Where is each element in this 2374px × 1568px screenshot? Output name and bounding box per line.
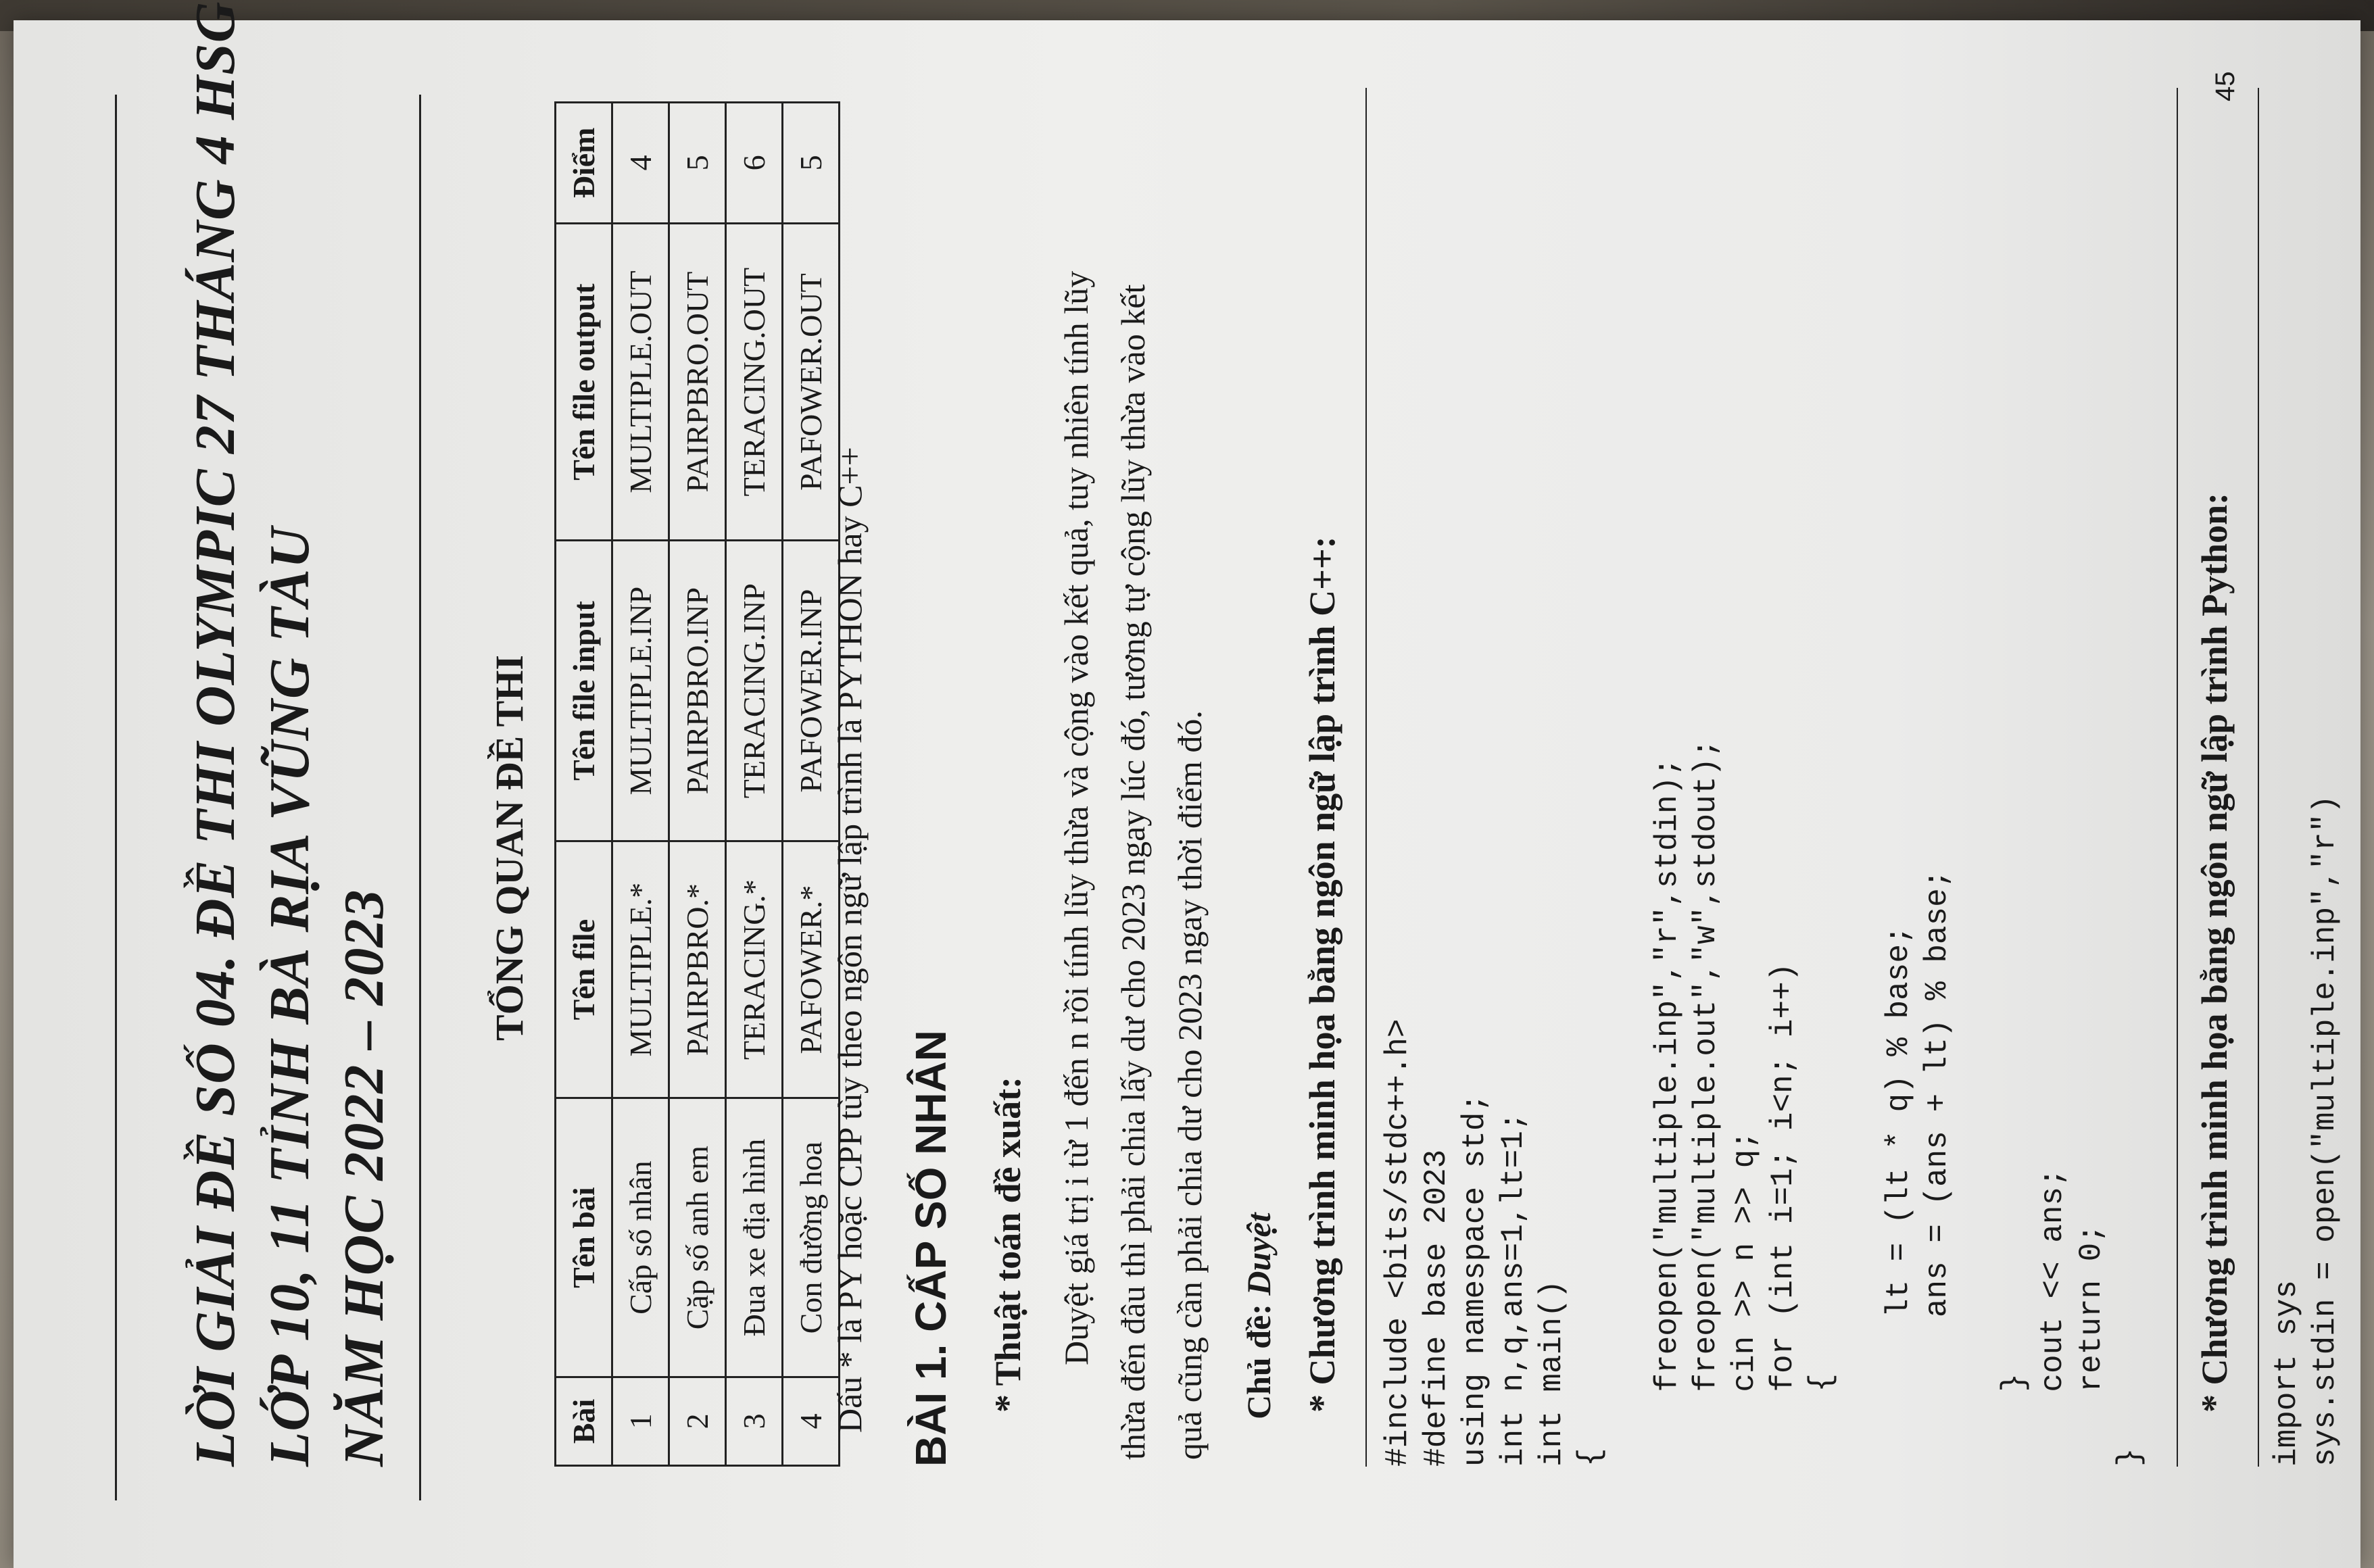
cell: 4: [612, 103, 669, 224]
cpp-code-block: #include <bits/stdc++.h> #define base 2023 using namespace std; int n,q,ans=1,lt=1; int main() { freopen("multiple.inp","r",stdin); freopen("multiple.out","w",stdout); cin >> n >> q; for (int i=1; i<n; i++) { lt = (lt * q) % base; ans = (ans + lt) % base; } cout << ans; return 0; }: [1380, 739, 2148, 1467]
topic-line: [1230, 1212, 1287, 1419]
cell: PAIRPBRO.*: [669, 841, 726, 1098]
cell: MULTIPLE.INP: [612, 541, 669, 841]
cell: 3: [726, 1377, 783, 1465]
title-line-3: NĂM HỌC 2022 – 2023: [333, 889, 395, 1467]
col-file-output: Tên file output: [556, 223, 612, 541]
cell: PAFOWER.INP: [783, 541, 840, 841]
overview-note: Dấu * là PY hoặc CPP tùy theo ngôn ngữ lập trình là PYTHON hay C++: [831, 447, 869, 1433]
cell: MULTIPLE.OUT: [612, 223, 669, 541]
table-header-row: [556, 103, 612, 1466]
title-line-1: LỜI GIẢI ĐỀ SỐ 04. ĐỀ THI OLYMPIC 27 THÁNG 4 HSG: [184, 1, 247, 1467]
cell: PAFOWER.*: [783, 841, 840, 1098]
python-code-block: import sys sys.stdin = open("multiple.inp","r"): [2269, 795, 2343, 1467]
description-line-2: thừa đến đâu thì phải chia lấy dư cho 2023 ngay lúc đó, tương tự cộng lũy thừa vào kết: [1114, 284, 1152, 1460]
overview-table: [554, 101, 840, 1467]
page-number: 45: [2210, 71, 2240, 101]
rotated-page-content: [14, 1, 2360, 1568]
cell: Đua xe địa hình: [726, 1098, 783, 1377]
page-body: [14, 1, 2360, 1568]
cell: Cặp số anh em: [669, 1098, 726, 1377]
table-row: [669, 103, 726, 1466]
cell: PAIRPBRO.OUT: [669, 223, 726, 541]
cell: TERACING.OUT: [726, 223, 783, 541]
cpp-heading: * Chương trình minh họa bằng ngôn ngữ lập trình C++:: [1302, 536, 1342, 1413]
description-line-1: Duyệt giá trị i từ 1 đến n rồi tính lũy thừa và cộng vào kết quả, tuy nhiên tính lũy: [1057, 270, 1095, 1365]
problem-title: BÀI 1. CẤP SỐ NHÂN: [906, 1029, 955, 1467]
python-heading: * Chương trình minh họa bằng ngôn ngữ lập trình Python:: [2194, 492, 2235, 1413]
cell: TERACING.*: [726, 841, 783, 1098]
title-line-2: LỚP 10, 11 TỈNH BÀ RỊA VŨNG TÀU: [258, 526, 321, 1467]
cell: 6: [726, 103, 783, 224]
col-ten-bai: Tên bài: [556, 1098, 612, 1377]
cell: 5: [783, 103, 840, 224]
topic-value: Duyệt: [1240, 1212, 1278, 1296]
cell: 4: [783, 1377, 840, 1465]
cell: Cấp số nhân: [612, 1098, 669, 1377]
col-file-input: Tên file input: [556, 541, 612, 841]
cell: MULTIPLE.*: [612, 841, 669, 1098]
cell: TERACING.INP: [726, 541, 783, 841]
approach-heading: * Thuật toán đề xuất:: [988, 1076, 1028, 1413]
table-row: [612, 103, 669, 1466]
cell: 2: [669, 1377, 726, 1465]
cell: PAFOWER.OUT: [783, 223, 840, 541]
topic-label: Chủ đề:: [1240, 1304, 1278, 1419]
cell: 5: [669, 103, 726, 224]
code-top-rule: [1365, 88, 1367, 1467]
top-rule: [115, 95, 117, 1500]
document-page: [14, 1, 2360, 1568]
cell: Con đường hoa: [783, 1098, 840, 1377]
table-row: [726, 103, 783, 1466]
python-code-rule: [2258, 88, 2259, 1467]
col-diem: Điểm: [556, 103, 612, 224]
overview-heading: TỔNG QUAN ĐỀ THI: [487, 655, 531, 1041]
description-line-3: quả cũng cần phải chia dư cho 2023 ngay thời điểm đó.: [1171, 710, 1209, 1460]
cell: PAIRPBRO.INP: [669, 541, 726, 841]
title-bottom-rule: [419, 95, 421, 1500]
col-bai: Bài: [556, 1377, 612, 1465]
cell: 1: [612, 1377, 669, 1465]
code-bottom-rule: [2177, 88, 2178, 1467]
col-ten-file: Tên file: [556, 841, 612, 1098]
